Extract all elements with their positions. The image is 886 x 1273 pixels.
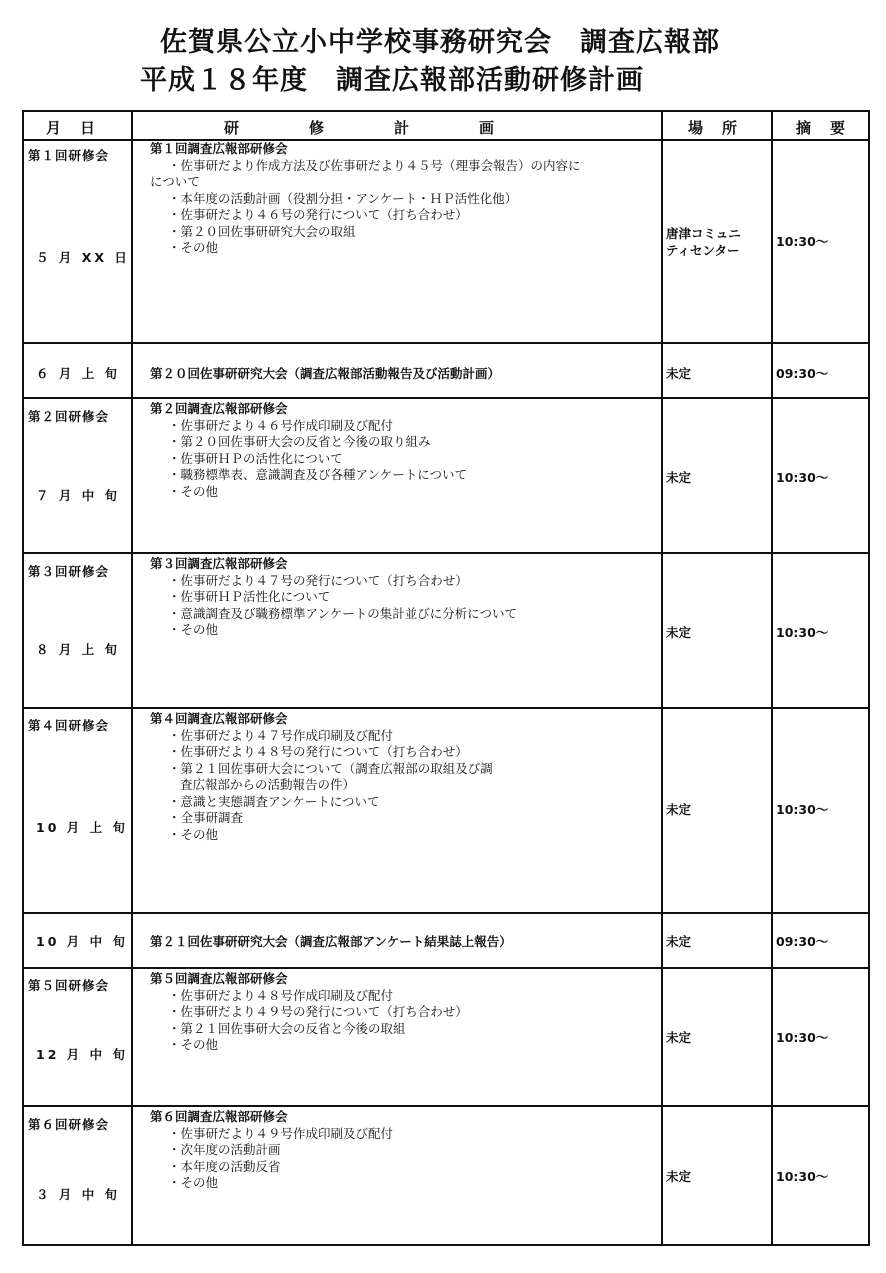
- time-cell: 10:30～: [776, 1030, 829, 1045]
- plan-cell: [150, 556, 517, 639]
- plan-item: ・佐事研だより作成方法及び佐事研だより４５号（理事会報告）の内容に: [168, 157, 581, 173]
- place-cell: 未定: [666, 802, 692, 817]
- session-label: 第６回研修会: [28, 1117, 110, 1132]
- session-label: 第５回研修会: [28, 978, 110, 993]
- plan-item: ・佐事研だより４７号の発行について（打ち合わせ）: [168, 572, 468, 588]
- column-divider: [771, 112, 773, 1244]
- plan-item: ・全事研調査: [168, 810, 244, 825]
- time-cell: 10:30～: [776, 234, 829, 249]
- plan-title: 第２１回佐事研研究大会（調査広報部アンケート結果誌上報告）: [150, 934, 512, 949]
- date-cell: 10 月 中 旬: [36, 934, 128, 949]
- plan-item: ・職務標準表、意識調査及び各種アンケートについて: [168, 467, 468, 482]
- plan-item: ・佐事研だより４９号の発行について（打ち合わせ）: [168, 1004, 468, 1019]
- plan-item: ・意識調査及び職務標準アンケートの集計並びに分析について: [168, 605, 518, 621]
- plan-item: ・佐事研ＨＰの活性化について: [168, 450, 343, 466]
- row-divider: [24, 342, 868, 344]
- plan-cell: [150, 971, 468, 1054]
- plan-item: ・第２１回佐事研大会の反省と今後の取組: [168, 1020, 406, 1036]
- date-cell: 10 月 上 旬: [36, 820, 128, 835]
- time-cell: 09:30～: [776, 366, 829, 381]
- plan-title: 第２回調査広報部研修会: [150, 401, 288, 416]
- plan-item: ・その他: [168, 1037, 219, 1052]
- row-divider: [24, 397, 868, 399]
- plan-title: 第１回調査広報部研修会: [150, 141, 288, 156]
- row-divider: [24, 912, 868, 914]
- column-header-place: 場 所: [688, 119, 740, 137]
- document-title: 佐賀県公立小中学校事務研究会 調査広報部: [160, 27, 720, 58]
- time-cell: 10:30～: [776, 802, 829, 817]
- plan-title: 第５回調査広報部研修会: [150, 971, 288, 986]
- column-header-date: 月 日: [46, 119, 98, 137]
- row-divider: [24, 552, 868, 554]
- plan-item: ・第２０回佐事研研究大会の取組: [168, 223, 356, 239]
- session-label: 第２回研修会: [28, 409, 110, 424]
- plan-item: ・その他: [168, 826, 219, 842]
- plan-cell: [150, 141, 581, 257]
- time-cell: 10:30～: [776, 470, 829, 485]
- date-cell: ５ 月 XX 日: [36, 250, 130, 265]
- date-cell: ７ 月 中 旬: [36, 488, 121, 503]
- plan-title: 第４回調査広報部研修会: [150, 711, 288, 726]
- date-cell: ６ 月 上 旬: [36, 366, 121, 381]
- plan-title: 第６回調査広報部研修会: [150, 1109, 288, 1124]
- plan-item: ・意識と実態調査アンケートについて: [168, 793, 380, 809]
- place-cell: 未定: [666, 470, 692, 485]
- plan-item: ・佐事研だより４６号の発行について（打ち合わせ）: [168, 207, 468, 222]
- place-cell: 未定: [666, 1169, 692, 1184]
- date-cell: 12 月 中 旬: [36, 1047, 128, 1062]
- plan-item: ・佐事研だより４６号作成印刷及び配付: [168, 417, 394, 433]
- plan-cell: [150, 401, 467, 500]
- row-divider: [24, 707, 868, 709]
- session-label: 第３回研修会: [28, 564, 110, 579]
- plan-item: ・次年度の活動計画: [168, 1142, 281, 1157]
- session-label: 第１回研修会: [28, 148, 110, 163]
- column-header-note: 摘 要: [796, 119, 848, 137]
- document-subtitle: 平成１８年度 調査広報部活動研修計画: [140, 65, 644, 96]
- plan-item: ・その他: [168, 240, 219, 255]
- place-cell: [666, 226, 741, 259]
- place-cell: 未定: [666, 934, 692, 949]
- place-cell: 未定: [666, 366, 692, 381]
- session-label: 第４回研修会: [28, 718, 110, 733]
- place-cell: 未定: [666, 625, 692, 640]
- plan-item: ・佐事研だより４８号作成印刷及び配付: [168, 987, 394, 1003]
- row-divider: [24, 1105, 868, 1107]
- column-divider: [131, 112, 133, 1244]
- plan-cell: [150, 1109, 393, 1192]
- date-cell: ３ 月 中 旬: [36, 1187, 121, 1202]
- place-line: ティセンター: [666, 242, 740, 258]
- time-cell: 09:30～: [776, 934, 829, 949]
- place-line: 唐津コミュニ: [666, 226, 741, 241]
- date-cell: ８ 月 上 旬: [36, 642, 121, 657]
- plan-title: 第２０回佐事研研究大会（調査広報部活動報告及び活動計画）: [150, 366, 501, 381]
- plan-item: ・佐事研だより４７号作成印刷及び配付: [168, 727, 394, 743]
- time-cell: 10:30～: [776, 1169, 829, 1184]
- time-cell: 10:30～: [776, 625, 829, 640]
- plan-item: ・その他: [168, 1175, 219, 1190]
- schedule-table: [22, 110, 870, 1246]
- plan-item: 査広報部からの活動報告の件）: [180, 777, 356, 792]
- plan-item: ・その他: [168, 622, 219, 637]
- plan-item: ・本年度の活動反省: [168, 1158, 281, 1174]
- column-divider: [661, 112, 663, 1244]
- plan-item: ・その他: [168, 483, 219, 499]
- place-cell: 未定: [666, 1030, 692, 1045]
- plan-item: ・第２１回佐事研大会について（調査広報部の取組及び調: [168, 760, 493, 776]
- plan-item: について: [150, 174, 200, 189]
- plan-cell: [150, 711, 493, 843]
- row-divider: [24, 967, 868, 969]
- plan-item: ・佐事研だより４９号作成印刷及び配付: [168, 1125, 394, 1141]
- plan-title: 第３回調査広報部研修会: [150, 556, 288, 571]
- plan-item: ・本年度の活動計画（役割分担・アンケート・ＨＰ活性化他）: [168, 190, 518, 206]
- column-header-plan: 研 修 計 画: [224, 119, 497, 137]
- plan-item: ・佐事研ＨＰ活性化について: [168, 589, 331, 604]
- plan-item: ・第２０回佐事研大会の反省と今後の取り組み: [168, 434, 431, 449]
- plan-item: ・佐事研だより４８号の発行について（打ち合わせ）: [168, 744, 468, 759]
